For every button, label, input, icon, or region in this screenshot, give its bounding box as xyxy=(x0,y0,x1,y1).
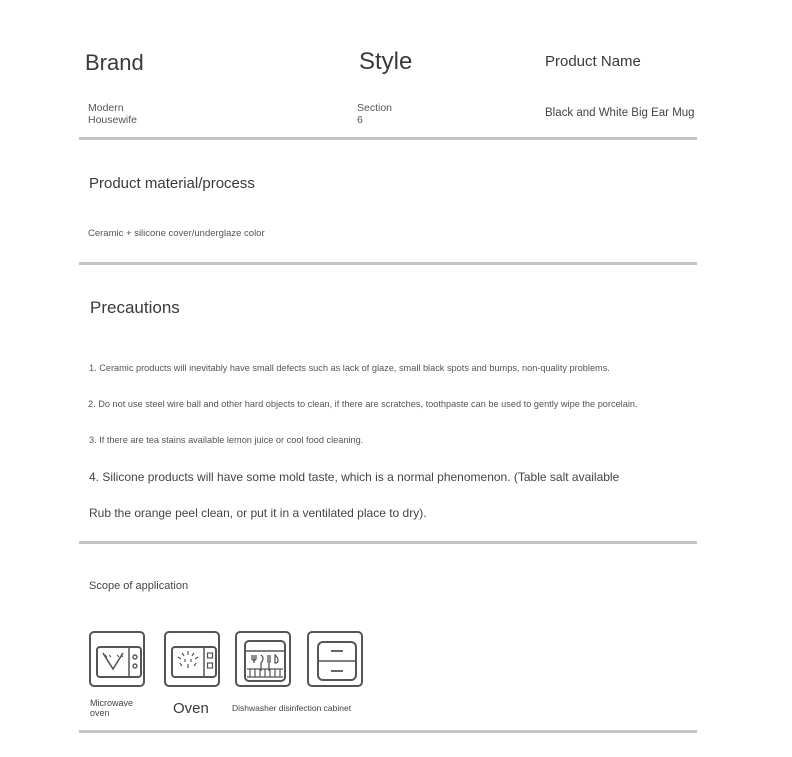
precaution-item-4-cont: Rub the orange peel clean, or put it in a ventilated place to dry). xyxy=(89,506,427,520)
material-value: Ceramic + silicone cover/underglaze color xyxy=(88,228,265,239)
application-title: Scope of application xyxy=(89,580,189,592)
style-value xyxy=(357,102,392,126)
microwave-icon xyxy=(89,631,145,687)
precaution-item-1: 1. Ceramic products will inevitably have small defects such as lack of glaze, small black spots and bumps, non-quality problems. xyxy=(89,363,610,373)
style-value-line2: 6 xyxy=(357,114,363,126)
divider xyxy=(79,730,697,733)
microwave-label-line2: oven xyxy=(90,708,110,718)
style-label: Style xyxy=(359,48,413,75)
oven-icon xyxy=(164,631,220,687)
disinfection-cabinet-icon xyxy=(307,631,363,687)
style-value-line1: Section xyxy=(357,102,393,114)
product-name-value: Black and White Big Ear Mug xyxy=(545,107,695,119)
divider xyxy=(79,541,697,544)
microwave-label-line1: Microwave xyxy=(90,698,134,708)
material-title: Product material/process xyxy=(89,175,255,192)
precaution-item-3: 3. If there are tea stains available lemon juice or cool food cleaning. xyxy=(89,435,364,445)
precaution-item-2: 2. Do not use steel wire ball and other hard objects to clean, if there are scratches, toothpaste can be used to gently wipe the porcelain. xyxy=(88,399,638,409)
divider xyxy=(79,262,697,265)
brand-value-line2: Housewife xyxy=(88,114,138,126)
brand-label: Brand xyxy=(85,50,144,75)
precautions-title: Precautions xyxy=(90,298,180,317)
brand-value-line1: Modern xyxy=(88,102,124,114)
dishwasher-label: Dishwasher disinfection cabinet xyxy=(232,703,352,713)
precaution-item-4: 4. Silicone products will have some mold taste, which is a normal phenomenon. (Table salt available xyxy=(89,470,620,484)
dishwasher-icon xyxy=(235,631,291,687)
microwave-label xyxy=(90,698,133,718)
brand-value xyxy=(88,102,137,126)
product-name-label: Product Name xyxy=(545,53,641,70)
oven-label: Oven xyxy=(173,700,209,717)
divider xyxy=(79,137,697,140)
